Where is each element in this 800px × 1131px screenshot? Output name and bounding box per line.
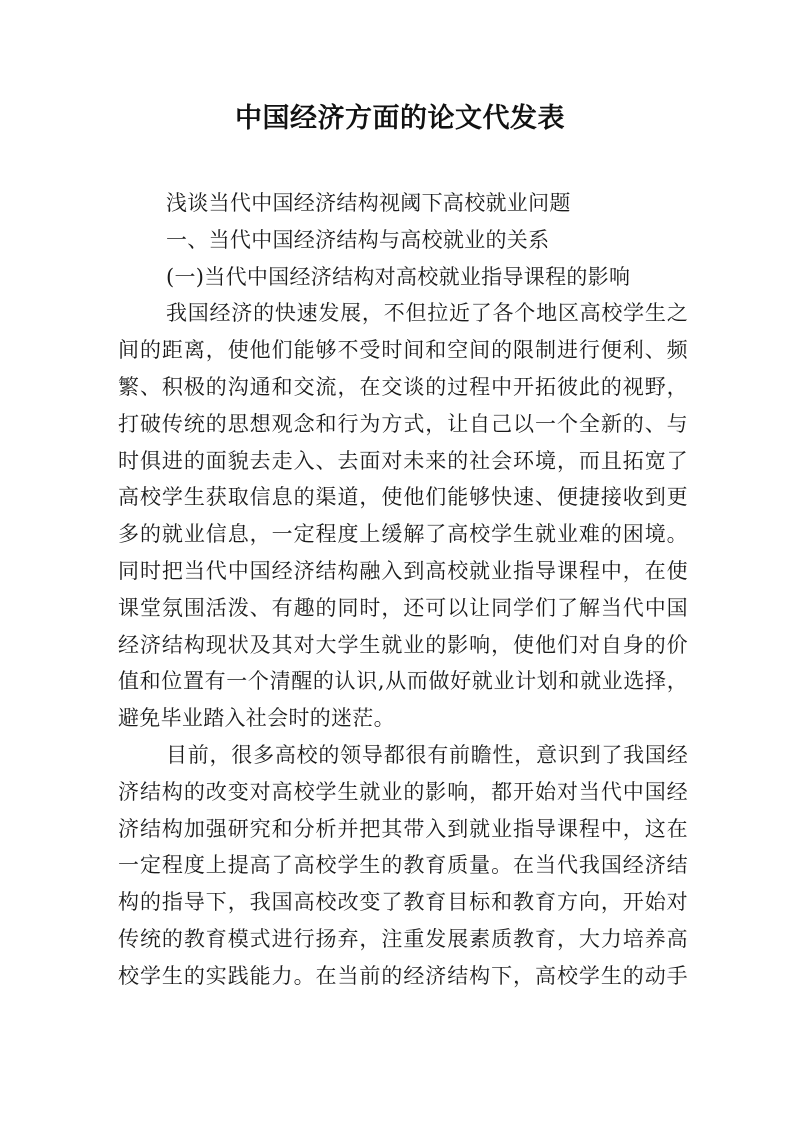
text-line: 高校学生获取信息的渠道，使他们能够快速、便捷接收到更 [118, 485, 688, 510]
text-line: 济结构的改变对高校学生就业的影响，都开始对当代中国经 [118, 779, 688, 804]
document-body [118, 185, 688, 995]
text-line: (一)当代中国经济结构对高校就业指导课程的影响 [166, 264, 631, 289]
text-line: 经济结构现状及其对大学生就业的影响，使他们对自身的价 [118, 632, 688, 657]
text-line: 打破传统的思想观念和行为方式，让自己以一个全新的、与 [118, 411, 688, 436]
text-line: 繁、积极的沟通和交流，在交谈的过程中开拓彼此的视野， [118, 374, 688, 399]
text-line: 一、当代中国经济结构与高校就业的关系 [166, 227, 550, 252]
text-line: 多的就业信息，一定程度上缓解了高校学生就业难的困境。 [118, 522, 688, 547]
text-line: 避免毕业踏入社会时的迷茫。 [118, 706, 395, 731]
text-line: 目前，很多高校的领导都很有前瞻性，意识到了我国经 [166, 742, 688, 767]
text-line: 时俱进的面貌去走入、去面对未来的社会环境，而且拓宽了 [118, 448, 688, 473]
text-line: 我国经济的快速发展，不但拉近了各个地区高校学生之 [166, 301, 688, 326]
text-line: 构的指导下，我国高校改变了教育目标和教育方向，开始对 [118, 890, 688, 915]
text-line: 校学生的实践能力。在当前的经济结构下，高校学生的动手 [118, 963, 688, 988]
text-line: 济结构加强研究和分析并把其带入到就业指导课程中，这在 [118, 816, 688, 841]
text-line: 传统的教育模式进行扬弃，注重发展素质教育，大力培养高 [118, 926, 688, 951]
text-line: 课堂氛围活泼、有趣的同时，还可以让同学们了解当代中国 [118, 595, 688, 620]
text-line: 浅谈当代中国经济结构视阈下高校就业问题 [166, 191, 571, 215]
text-line: 值和位置有一个清醒的认识,从而做好就业计划和就业选择， [118, 669, 688, 694]
text-line: 一定程度上提高了高校学生的教育质量。在当代我国经济结 [118, 853, 688, 878]
text-line: 间的距离，使他们能够不受时间和空间的限制进行便利、频 [118, 338, 688, 363]
document-title: 中国经济方面的论文代发表 [235, 103, 565, 134]
text-line: 同时把当代中国经济结构融入到高校就业指导课程中，在使 [118, 558, 688, 583]
